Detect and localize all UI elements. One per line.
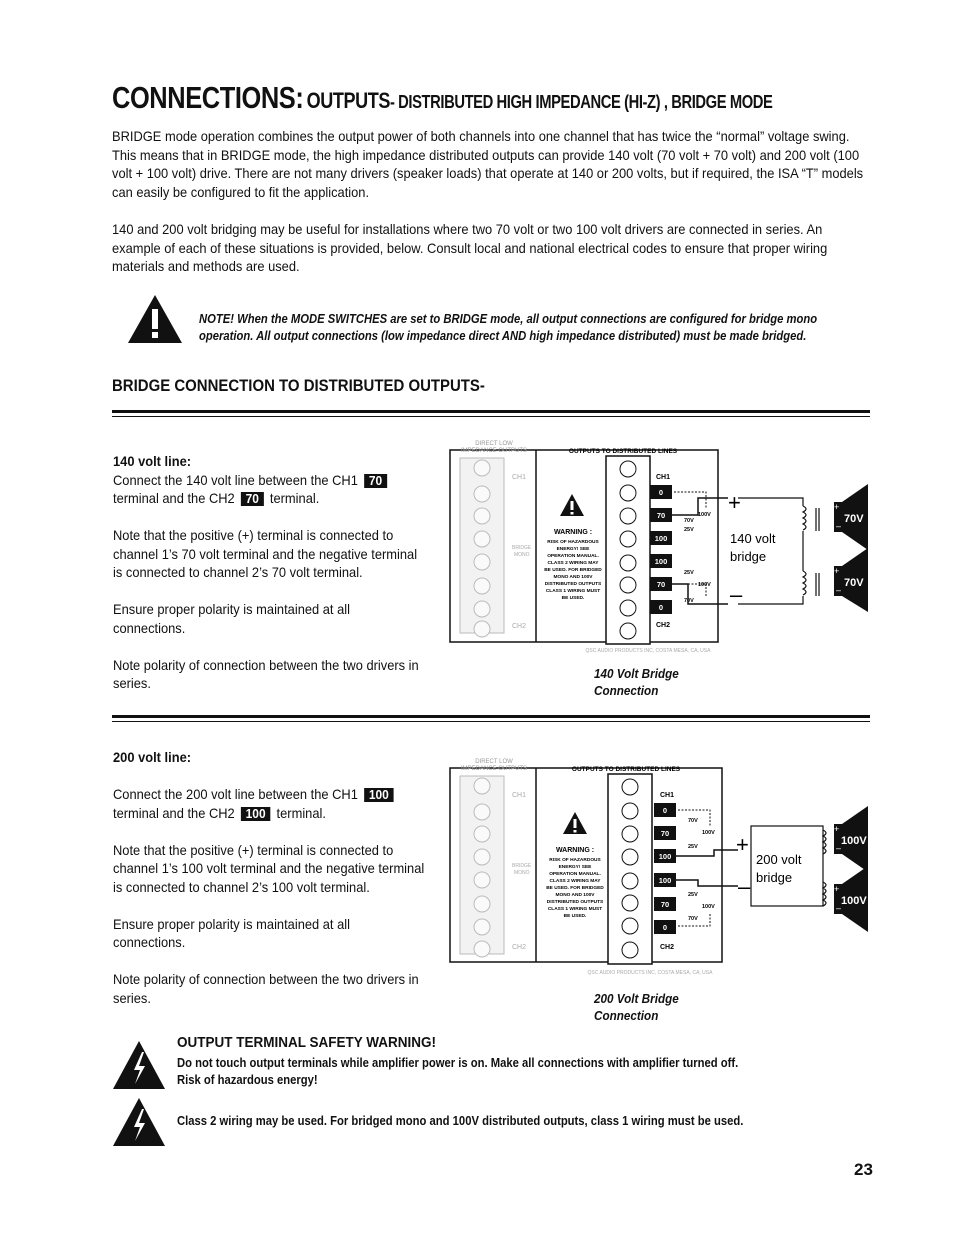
svg-text:–: – [836,843,842,853]
intro-paragraph-2: 140 and 200 volt bridging may be useful for installations where two 70 volt or two 100 volt drivers are connected in series. An example of each of these situations is provided, below. Consult local and national electrical codes to ensure that proper wiring materials and methods are used. [112,221,828,274]
sec140-ensure: Ensure proper polarity is maintained at all connections. [113,601,350,636]
svg-text:70: 70 [660,900,670,909]
svg-text:70V: 70V [844,513,864,525]
sec200-label: 200 volt line: [113,749,192,765]
svg-text:RISK OF HAZARDOUS: RISK OF HAZARDOUS [547,540,599,545]
svg-text:100V: 100V [702,830,715,836]
svg-text:DISTRIBUTED OUTPUTS: DISTRIBUTED OUTPUTS [544,582,602,587]
svg-text:100: 100 [658,876,672,885]
svg-text:70V: 70V [684,598,694,604]
divider [112,410,870,413]
svg-text:+: + [728,490,741,515]
caption-140: 140 Volt Bridge Connection [594,666,679,698]
svg-text:+: + [834,824,840,834]
sec140-polarity: Note that the positive (+) terminal is connected to channel 1’s 70 volt terminal and the negative terminal is connected to channel 2’s 70 volt terminal. [113,527,418,580]
svg-text:100: 100 [658,852,672,861]
warning-title: WARNING : [553,529,593,536]
bridge-mode-note: NOTE! When the MODE SWITCHES are set to BRIDGE mode, all output connections are configured for bridge mono operation. All output connections (low impedance direct AND high impedance distributed) must be made bridged. [199,312,818,343]
svg-text:70V: 70V [688,916,698,922]
svg-text:CLASS 1 WIRING MUST: CLASS 1 WIRING MUST [547,907,603,912]
page-number: 23 [854,1160,873,1179]
svg-text:+: + [834,566,840,576]
svg-text:CH1: CH1 [660,792,675,799]
lightning-warning-icon [112,1040,166,1090]
sec200-polarity: Note that the positive (+) terminal is connected to channel 1’s 100 volt terminal and the negative terminal is connected to channel 2’s 100 volt terminal. [113,841,425,895]
sec200-series: Note polarity of connection between the two drivers in series. [113,971,419,1006]
line-label: bridge [756,870,793,885]
speaker-icon [834,866,868,932]
outputs-title: OUTPUTS TO DISTRIBUTED LINES [568,448,678,455]
svg-text:–: – [836,903,842,913]
svg-text:BE USED. FOR BRIDGED: BE USED. FOR BRIDGED [546,886,604,891]
terminal-tag-100: 100 [241,807,270,821]
direct-label: DIRECT LOW [475,441,513,447]
divider [112,715,870,718]
svg-text:25V: 25V [684,570,694,576]
svg-text:70V: 70V [688,818,698,824]
svg-text:CLASS 2 WIRING MAY: CLASS 2 WIRING MAY [549,879,601,884]
svg-text:BE USED. FOR BRIDGED: BE USED. FOR BRIDGED [544,568,602,573]
svg-text:IMPEDANCE OUTPUTS: IMPEDANCE OUTPUTS [460,766,528,772]
svg-text:–: – [836,585,842,595]
svg-text:DIRECT LOW: DIRECT LOW [475,759,513,765]
caption-200: 200 Volt Bridge Connection [594,991,679,1023]
svg-text:0: 0 [662,806,668,815]
svg-text:OPERATION MANUAL.: OPERATION MANUAL. [549,872,601,877]
svg-text:CH2: CH2 [656,622,671,629]
svg-text:–: – [738,874,751,899]
svg-text:OPERATION MANUAL.: OPERATION MANUAL. [547,554,599,559]
svg-text:100V: 100V [841,835,867,847]
terminal-tag-70: 70 [364,474,387,488]
divider [112,721,870,722]
svg-text:ENERGY! SEE: ENERGY! SEE [558,865,592,870]
svg-text:CH1: CH1 [512,792,527,799]
sec200-ensure: Ensure proper polarity is maintained at all connections. [113,915,350,950]
svg-text:WARNING :: WARNING : [555,847,595,854]
terminal-tag-70: 70 [241,492,264,506]
svg-text:+: + [736,832,749,857]
svg-text:25V: 25V [684,527,694,533]
svg-text:BRIDGE: BRIDGE [512,863,532,869]
svg-text:100V: 100V [698,512,711,518]
speaker-icon [834,806,868,872]
page-title: CONNECTIONS: OUTPUTS- DISTRIBUTED HIGH IMPEDANCE (HI-Z) , BRIDGE MODE [112,80,773,115]
sec140-text: 140 volt line: Connect the 140 volt line between the CH1 70 terminal and the CH2 70 terminal. Note that the positive (+) terminal is connected to channel 1’s 70 volt terminal and the negative terminal is connected to channel 2’s 70 volt terminal. Ensure proper polarity is maintained at all connections. Note polarity of connection between the two drivers in series. [113,452,426,711]
terminal-tag-100: 100 [364,788,393,802]
speaker-icon [834,484,868,550]
svg-text:0: 0 [662,923,668,932]
sec140-label: 140 volt line: [113,453,192,469]
bridge-label: MONO [514,552,530,558]
svg-text:+: + [834,502,840,512]
svg-text:100V: 100V [698,582,711,588]
ch2-label: CH2 [512,623,527,630]
svg-text:RISK OF HAZARDOUS: RISK OF HAZARDOUS [549,858,601,863]
svg-text:MONO AND 100V: MONO AND 100V [553,575,593,580]
safety-title: OUTPUT TERMINAL SAFETY WARNING! [177,1034,437,1051]
safety-line-3: Class 2 wiring may be used. For bridged mono and 100V distributed outputs, class 1 wiring must be used. [177,1114,744,1128]
divider [112,416,870,417]
safety-line-2: Risk of hazardous energy! [177,1073,318,1087]
warning-triangle-icon [126,293,184,345]
svg-text:100V: 100V [841,895,867,907]
svg-text:BE USED.: BE USED. [563,914,587,919]
svg-text:100: 100 [654,534,668,543]
svg-text:+: + [834,884,840,894]
bridge-diagram-140 [448,436,873,658]
direct-label: IMPEDANCE OUTPUTS [460,448,528,454]
svg-text:–: – [730,582,743,607]
safety-line-1: Do not touch output terminals while amplifier power is on. Make all connections with amplifier turned off. [177,1056,739,1070]
section-heading: BRIDGE CONNECTION TO DISTRIBUTED OUTPUTS- [112,376,485,395]
sec140-series: Note polarity of connection between the two drivers in series. [113,656,419,691]
svg-text:OUTPUTS TO DISTRIBUTED LINES: OUTPUTS TO DISTRIBUTED LINES [571,766,681,773]
lightning-warning-icon [112,1097,166,1147]
svg-text:–: – [836,521,842,531]
ch1-label: CH1 [512,474,527,481]
svg-text:70: 70 [656,580,666,589]
svg-text:100: 100 [654,557,668,566]
svg-text:ENERGY! SEE: ENERGY! SEE [556,547,590,552]
line-label: bridge [730,549,767,564]
svg-text:70V: 70V [844,577,864,589]
line-label: 140 volt [730,531,776,546]
svg-text:QSC AUDIO PRODUCTS INC, COSTA: QSC AUDIO PRODUCTS INC, COSTA MESA, CA, USA [587,970,713,976]
svg-text:CLASS 2 WIRING MAY: CLASS 2 WIRING MAY [547,561,599,566]
svg-text:0: 0 [658,603,664,612]
bridge-diagram-200 [448,754,873,978]
intro-paragraph-1: BRIDGE mode operation combines the output power of both channels into one channel that has twice the “normal” voltage swing. This means that in BRIDGE mode, the high impedance distributed outputs can provide 140 volt (70 volt + 70 volt) and 200 volt (100 volt + 100 volt) drive. There are not many drivers (speaker loads) that operate at 140 or 200 volts, but if required, the ISA “T” models can easily be configured to fit the application. [112,128,864,200]
svg-text:70V: 70V [684,518,694,524]
svg-text:BE USED.: BE USED. [561,596,585,601]
svg-text:CH2: CH2 [512,944,527,951]
panel-footer: QSC AUDIO PRODUCTS INC, COSTA MESA, CA, USA [585,648,711,654]
svg-text:MONO: MONO [514,870,530,876]
line-label: 200 volt [756,852,802,867]
sec200-text: 200 volt line: Connect the 200 volt line between the CH1 100 terminal and the CH2 100 terminal. Note that the positive (+) terminal is connected to channel 1’s 100 volt terminal and the negative terminal is connected to channel 2’s 100 volt terminal. Ensure proper polarity is maintained at all connections. Note polarity of connection between the two drivers in series. [113,749,425,1006]
svg-text:CLASS 1 WIRING MUST: CLASS 1 WIRING MUST [545,589,601,594]
svg-text:DISTRIBUTED OUTPUTS: DISTRIBUTED OUTPUTS [546,900,604,905]
svg-text:25V: 25V [688,844,698,850]
speaker-icon [834,548,868,612]
bridge-label: BRIDGE [512,545,532,551]
svg-text:100V: 100V [702,904,715,910]
svg-text:CH1: CH1 [656,474,671,481]
svg-text:25V: 25V [688,892,698,898]
svg-text:MONO AND 100V: MONO AND 100V [555,893,595,898]
svg-text:CH2: CH2 [660,944,675,951]
svg-text:0: 0 [658,488,664,497]
svg-text:70: 70 [660,829,670,838]
svg-text:70: 70 [656,511,666,520]
